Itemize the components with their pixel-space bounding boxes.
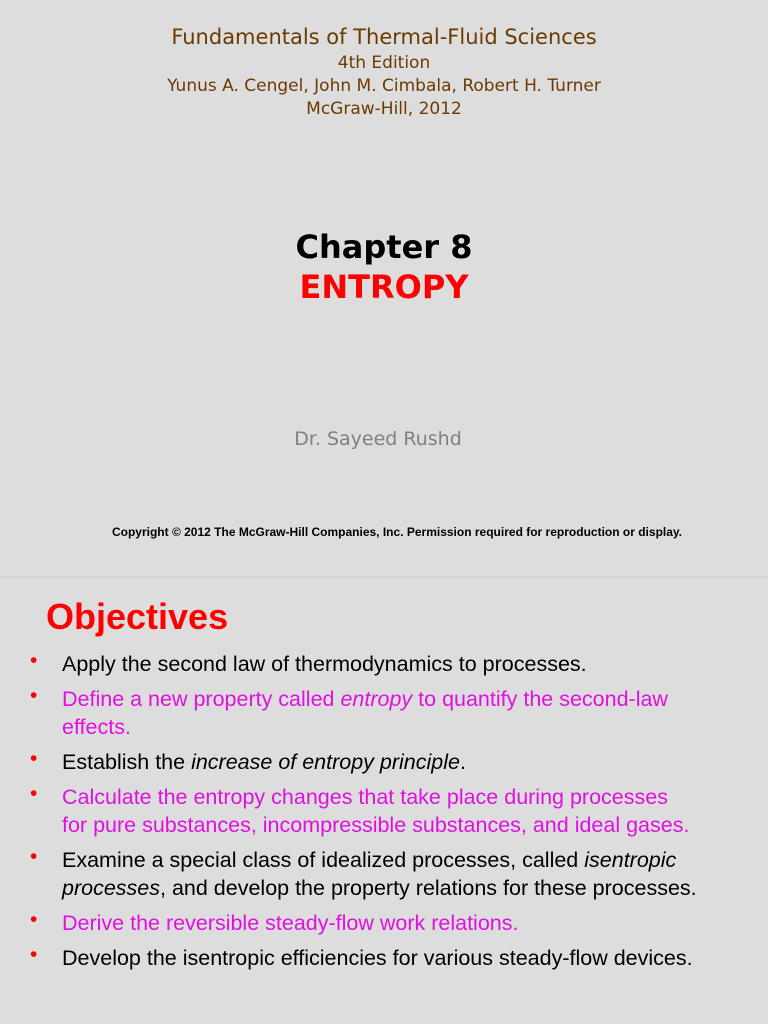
bullet-icon: • [30, 684, 38, 707]
objective-item [0, 748, 768, 776]
book-edition: 4th Edition [337, 53, 431, 73]
objective-text: Examine a special class of idealized processes, called [62, 848, 585, 872]
bullet-icon: • [30, 649, 38, 672]
objective-text: , and develop the property relations for these processes. [160, 876, 697, 900]
objective-text: to quantify the second-law effects. [62, 687, 668, 739]
objective-text: Define a new property called [62, 687, 341, 711]
objectives-heading: Objectives [46, 596, 229, 637]
objective-text: Calculate the entropy changes that take place during processes for pure substances, incompressible substances, and ideal gases. [62, 785, 690, 837]
bullet-icon: • [30, 747, 38, 770]
objective-emphasis: isentropic processes [62, 848, 677, 900]
objective-item [0, 783, 768, 839]
objective-text: Establish the [62, 750, 192, 774]
objective-text: Develop the isentropic efficiencies for various steady-flow devices. [62, 946, 693, 970]
bullet-icon: • [30, 908, 38, 931]
book-authors: Yunus A. Cengel, John M. Cimbala, Robert H. Turner [167, 76, 601, 96]
objective-emphasis: increase of entropy principle [191, 750, 460, 774]
presenter-name: Dr. Sayeed Rushd [294, 428, 462, 450]
objective-item [0, 909, 768, 937]
objectives-slide [0, 578, 768, 1024]
book-publisher: McGraw-Hill, 2012 [306, 99, 462, 119]
objectives-list [0, 650, 768, 979]
book-title: Fundamentals of Thermal-Fluid Sciences [171, 25, 597, 49]
objective-item [0, 944, 768, 972]
objective-item [0, 846, 768, 902]
objective-item [0, 685, 768, 741]
bullet-icon: • [30, 943, 38, 966]
objective-text: . [459, 750, 466, 774]
bullet-icon: • [30, 845, 38, 868]
objective-text: Derive the reversible steady-flow work relations. [62, 911, 519, 935]
objective-item [0, 650, 768, 678]
objective-text: Apply the second law of thermodynamics to processes. [62, 652, 587, 676]
chapter-topic: ENTROPY [299, 268, 469, 306]
chapter-number: Chapter 8 [295, 228, 473, 266]
objective-emphasis: entropy [340, 687, 413, 711]
copyright-notice: Copyright © 2012 The McGraw-Hill Companies, Inc. Permission required for reproduction or display. [111, 525, 683, 539]
bullet-icon: • [30, 782, 38, 805]
